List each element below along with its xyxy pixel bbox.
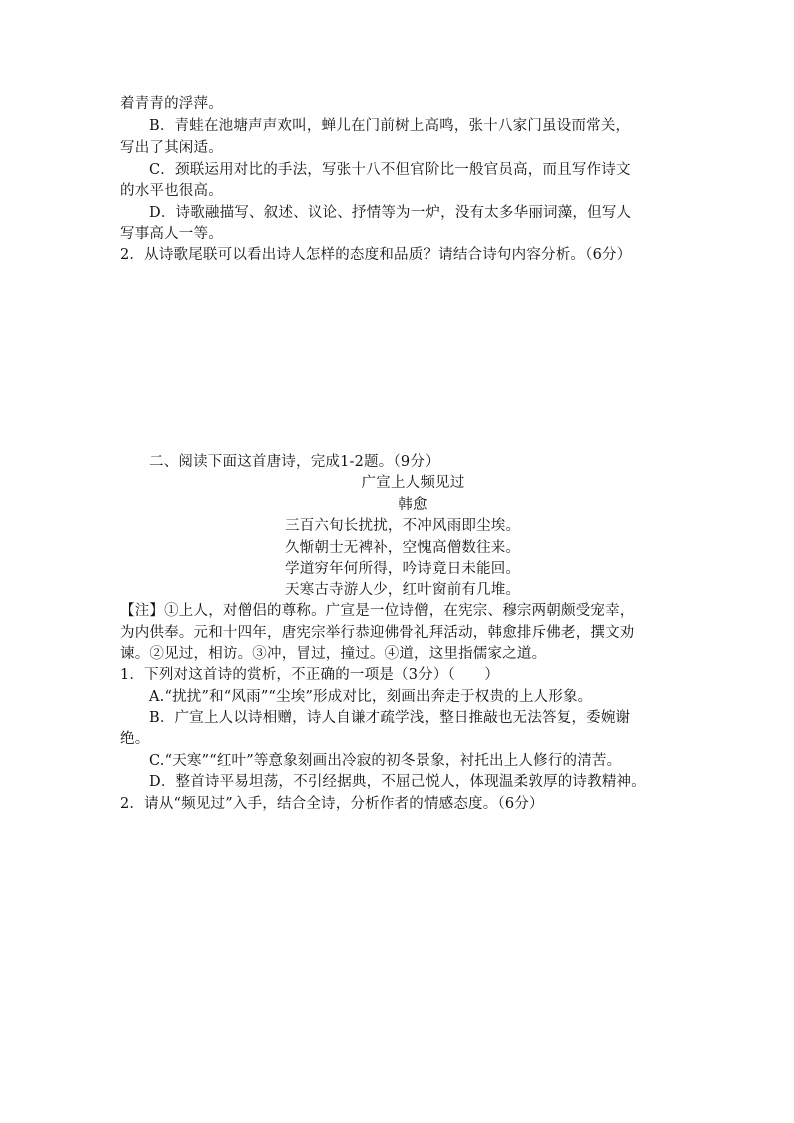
note-line-3: 谏。②见过，相访。③冲，冒过，撞过。④道，这里指儒家之道。: [120, 646, 547, 662]
poem-line-4: 天寒古寺游人少，红叶窗前有几堆。: [285, 582, 521, 598]
question-2-stem: 2．请从“频见过”入手，结合全诗，分析作者的情感态度。（6分）: [120, 796, 544, 812]
option-c-line2: 的水平也很高。: [120, 183, 223, 199]
option-d-line2: 写事高人一等。: [120, 226, 223, 242]
note-line-1: 【注】①上人，对僧侣的尊称。广宣是一位诗僧，在宪宗、穆宗两朝颇受宠幸，: [120, 603, 635, 619]
q1-option-b-line2: 绝。: [120, 731, 150, 747]
question-2-section1: 2．从诗歌尾联可以看出诗人怎样的态度和品质？请结合诗句内容分析。（6分）: [120, 247, 632, 263]
poem-line-1: 三百六旬长扰扰，不冲风雨即尘埃。: [285, 518, 521, 534]
q1-option-d: D．整首诗平易坦荡，不引经据典，不屈己悦人，体现温柔敦厚的诗教精神。: [149, 774, 646, 790]
poem-line-3: 学道穷年何所得，吟诗竟日未能回。: [285, 561, 521, 577]
option-b-line2: 写出了其闲适。: [120, 140, 223, 156]
option-a-continuation: 着青青的浮萍。: [120, 96, 223, 112]
section-2-heading: 二、阅读下面这首唐诗，完成1-2题。（9分）: [149, 454, 440, 470]
question-1-stem: 1．下列对这首诗的赏析，不正确的一项是（3分）（ ）: [120, 667, 500, 683]
option-b-line1: B．青蛙在池塘声声欢叫，蝉儿在门前树上高鸣，张十八家门虽设而常关，: [149, 118, 631, 134]
q1-option-c: C.“天寒”“红叶”等意象刻画出冷寂的初冬景象，衬托出上人修行的清苦。: [149, 753, 622, 769]
note-line-2: 为内供奉。元和十四年，唐宪宗举行恭迎佛骨礼拜活动，韩愈排斥佛老，撰文劝: [120, 625, 635, 641]
poem-author: 韩愈: [398, 497, 428, 513]
q1-option-a: A.“扰扰”和“风雨”“尘埃”形成对比，刻画出奔走于权贵的上人形象。: [149, 689, 593, 705]
poem-title: 广宣上人频见过: [361, 475, 465, 491]
q1-option-b-line1: B．广宣上人以诗相赠，诗人自谦才疏学浅，整日推敲也无法答复，委婉谢: [149, 710, 631, 726]
option-c-line1: C．颈联运用对比的手法，写张十八不但官阶比一般官员高，而且写作诗文: [149, 162, 631, 178]
poem-line-2: 久惭朝士无裨补，空愧高僧数往来。: [285, 540, 521, 556]
option-d-line1: D．诗歌融描写、叙述、议论、抒情等为一炉，没有太多华丽词藻，但写人: [149, 205, 632, 221]
